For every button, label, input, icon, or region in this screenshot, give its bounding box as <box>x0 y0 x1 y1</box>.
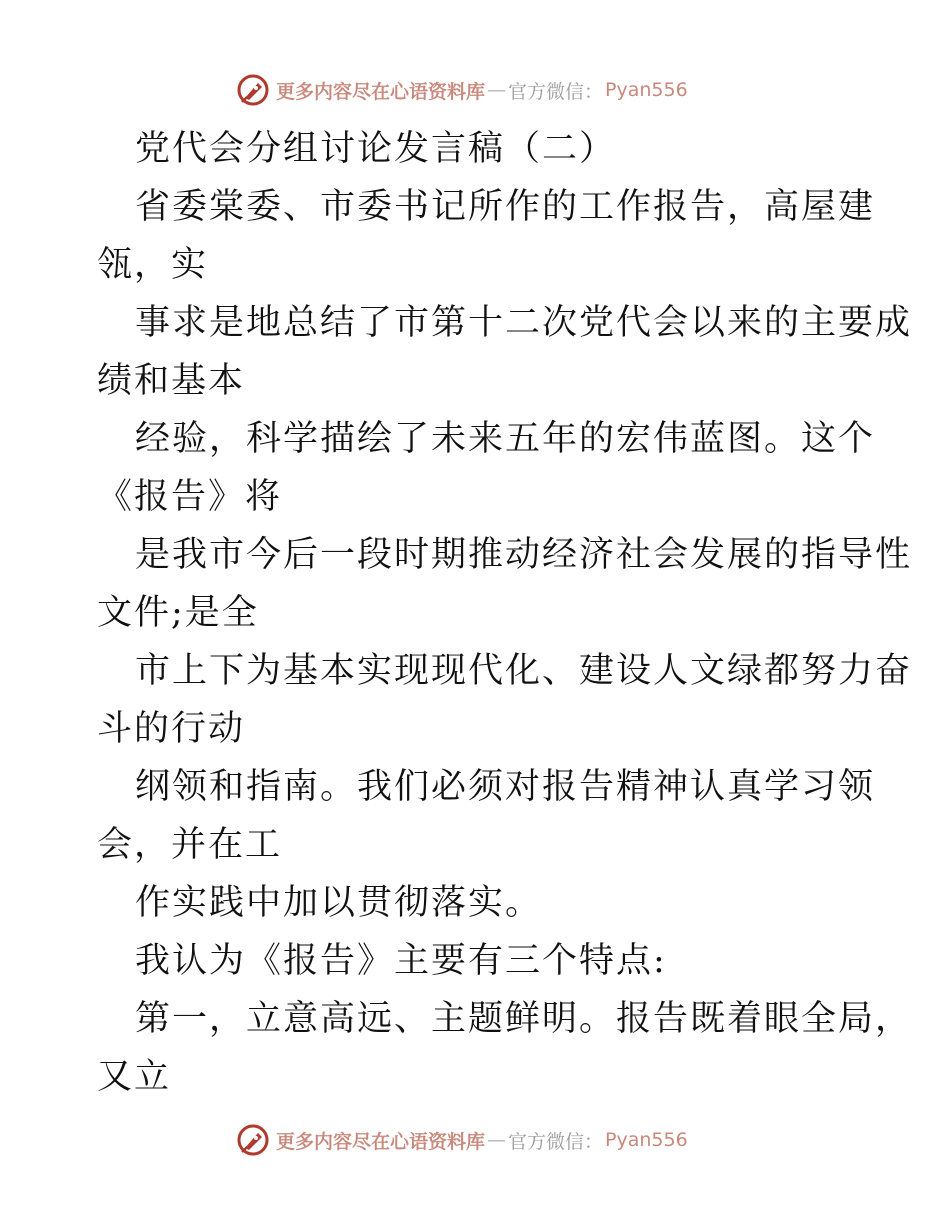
text-line: 又立 <box>97 1057 172 1097</box>
text-line: 市上下为基本实现现代化、建设人文绿都努力奋 <box>135 651 913 691</box>
text-line: 省委棠委、市委书记所作的工作报告，高屋建 <box>135 187 876 227</box>
footer-watermark <box>236 1120 688 1160</box>
watermark-dash: — <box>487 79 507 101</box>
watermark-dash: — <box>487 1129 507 1151</box>
watermark-wechat-id: Pyan556 <box>605 1129 688 1151</box>
watermark-brand: 更多内容尽在心语资料库 <box>276 1130 486 1153</box>
text-line: 第一，立意高远、主题鲜明。报告既着眼全局， <box>135 999 913 1039</box>
document-body <box>97 120 913 1106</box>
watermark-brand: 更多内容尽在心语资料库 <box>276 80 486 103</box>
watermark-wechat-id: Pyan556 <box>605 79 688 101</box>
text-line: 我认为《报告》主要有三个特点: <box>135 941 667 981</box>
text-line: 事求是地总结了市第十二次党代会以来的主要成 <box>135 303 913 343</box>
text-line: 瓴，实 <box>97 245 209 285</box>
text-line: 作实践中加以贯彻落实。 <box>135 883 543 923</box>
watermark-wechat-label: 官方微信： <box>508 80 604 103</box>
text-line: 《报告》将 <box>97 477 283 517</box>
text-line: 是我市今后一段时期推动经济社会发展的指导性 <box>135 535 913 575</box>
pen-nib-seal-icon <box>236 1123 270 1157</box>
header-watermark <box>236 70 688 110</box>
watermark-wechat-label: 官方微信： <box>508 1130 604 1153</box>
text-line: 文件;是全 <box>97 593 259 633</box>
pen-nib-seal-icon <box>236 73 270 107</box>
text-line: 经验，科学描绘了未来五年的宏伟蓝图。这个 <box>135 419 876 459</box>
text-line: 纲领和指南。我们必须对报告精神认真学习领 <box>135 767 876 807</box>
text-line: 斗的行动 <box>97 709 246 749</box>
text-line: 会，并在工 <box>97 825 283 865</box>
document-title: 党代会分组讨论发言稿（二） <box>135 129 617 169</box>
text-line: 绩和基本 <box>97 361 246 401</box>
